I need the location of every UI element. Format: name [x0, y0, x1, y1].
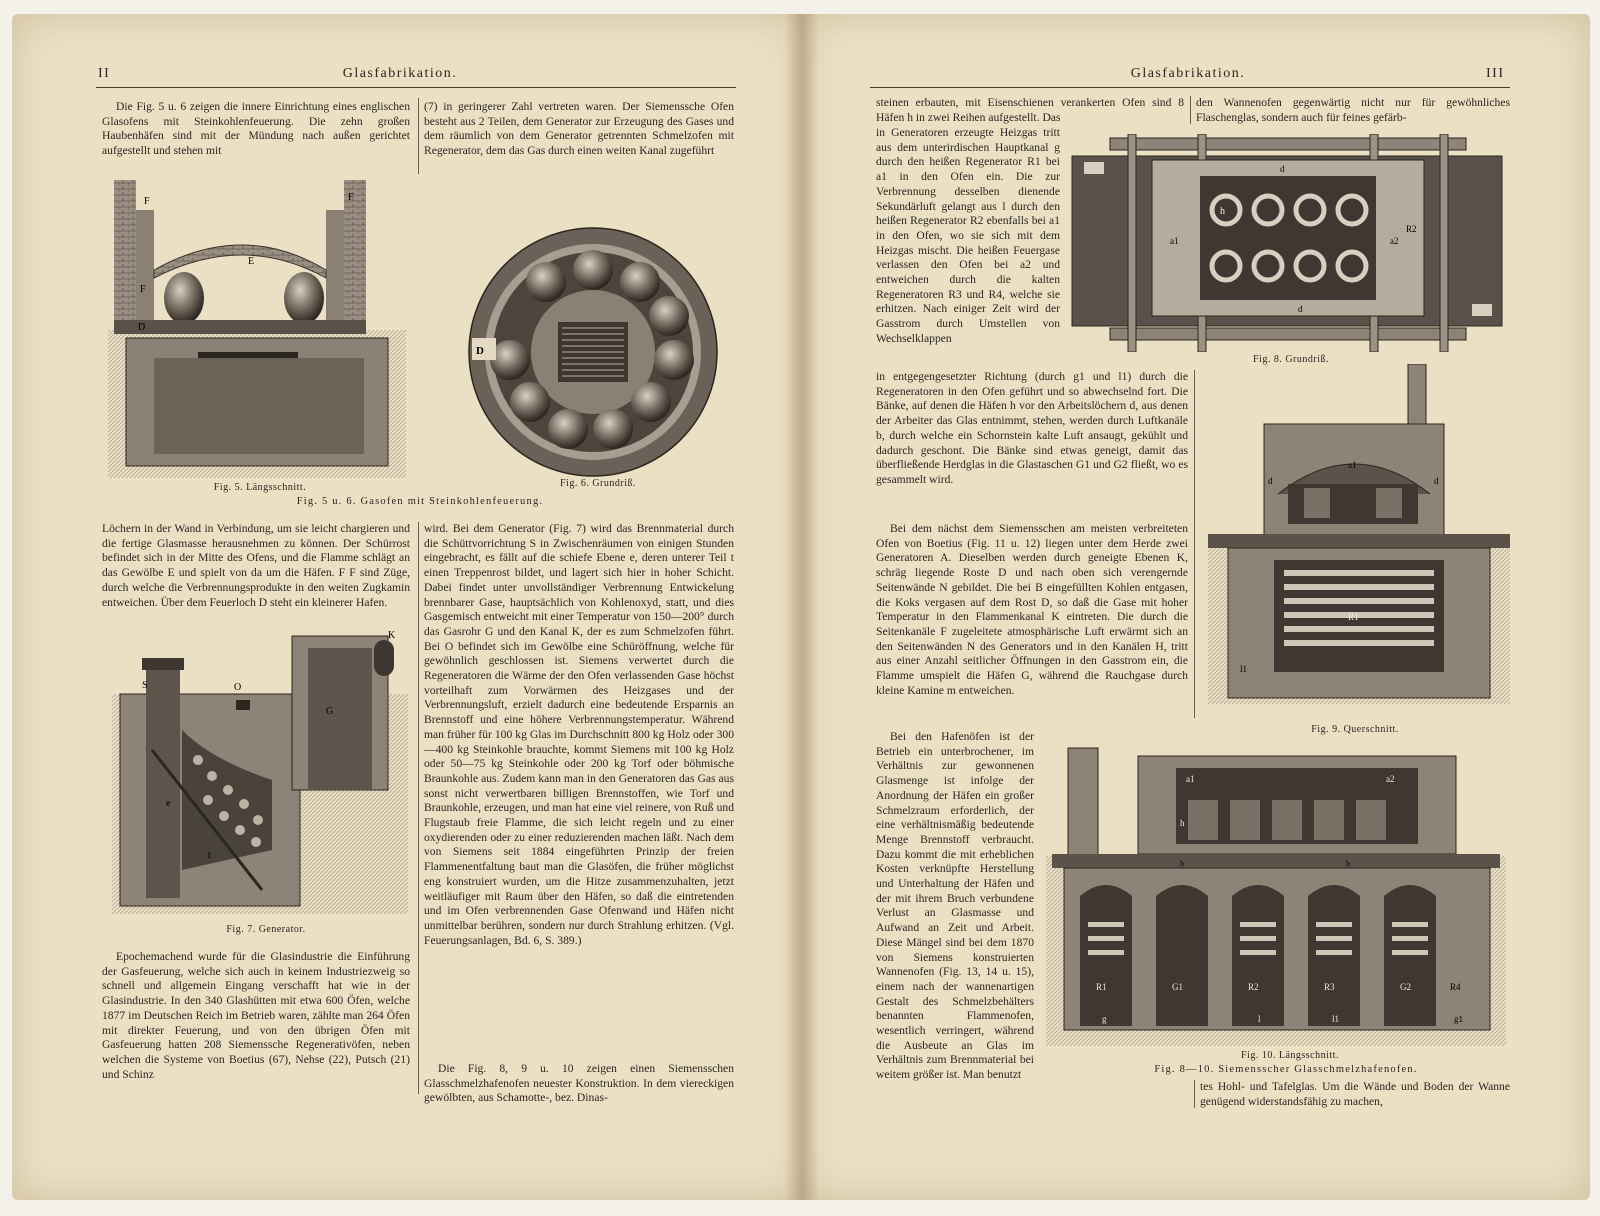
fig10-label-a1: a1	[1186, 774, 1195, 784]
fig8-label-h: h	[1220, 206, 1225, 217]
header-rule-right	[870, 87, 1510, 88]
left-col1-top: Die Fig. 5 u. 6 zeigen die innere Einrichtung eines englischen Glasofens mit Steinkohlenfeuerung. Die zehn großen Haubenhäfen sind mit der Mündung nach außen gerichtet aufgestellt und stehen mit	[102, 100, 410, 158]
column-separator	[418, 98, 419, 174]
fig9-label-a1: a1	[1348, 460, 1357, 470]
fig10-label-g1: g1	[1454, 1014, 1463, 1024]
right-bottom-right: tes Hohl- und Tafelglas. Um die Wände und Boden der Wanne genügend widerstandsfähig zu machen,	[1200, 1080, 1510, 1108]
fig9-cross-section	[1208, 364, 1510, 716]
column-separator	[1194, 370, 1195, 718]
fig10-label-R4: R4	[1450, 982, 1461, 992]
fig10-label-a2: a2	[1386, 774, 1395, 784]
right-boetius-text: Bei dem nächst dem Siemensschen am meisten verbreiteten Ofen von Boetius (Fig. 11 u. 12) liegen unter dem Herde zwei Generatoren A. Dieselben werden durch geneigte Ebenen K, schräg liegende Roste D und nach oben sich verengernde Seitenwände N gebildet. Die bei B eingefüllten Kohlen entgasen, die Koks vergasen auf dem Rost D, so daß die Gase mit hoher Temperatur in den Flammenkanal K eintreten. Die durch die Seitenkanäle F zugeleitete atmosphärische Luft erwärmt sich an den Seitenwänden N des Generators und in den Kanälen H, tritt aus einer Anzahl seitlicher Öffnungen in den Gasstrom ein, die Flamme umspielt die Häfen G, während die Rauchgase durch kleine Kamine m entweichen.	[876, 522, 1188, 697]
header-rule-left	[96, 87, 736, 88]
fig9-label-d: d	[1268, 476, 1273, 486]
fig10-label-h: h	[1180, 818, 1185, 828]
fig10-label-R1: R1	[1096, 982, 1107, 992]
fig8-label-d2: d	[1298, 304, 1303, 314]
fig10-label-g: g	[1102, 1014, 1107, 1024]
page-number-right: III	[1486, 66, 1505, 81]
fig8-label-R2: R2	[1406, 224, 1417, 234]
page-number-left: II	[98, 66, 111, 81]
fig7-label-e: e	[166, 798, 171, 809]
column-separator	[418, 522, 419, 1094]
left-col1-mid: Löchern in der Wand in Verbindung, um sie leicht chargieren und die fertige Glasmasse herausnehmen zu können. Der Schürrost befindet sich in der Mitte des Ofens, und die Flamme schlägt an das Gewölbe E und spielt von da um die Häfen. F F sind Züge, durch welche die Verbrennungsprodukte in den weiten Zugkamin entweichen. Über dem Feuerloch D steht ein kleinerer Hafen.	[102, 522, 410, 609]
fig8-10-caption: Fig. 8—10. Siemensscher Glasschmelzhafenofen.	[1154, 1064, 1418, 1075]
left-col2-bottom: Die Fig. 8, 9 u. 10 zeigen einen Siemensschen Glasschmelzhafenofen neuester Konstruktion. In dem viereckigen gewölbten, aus Schamotte-, bez. Dinas-	[424, 1062, 734, 1105]
fig6-ground-plan	[454, 226, 736, 478]
right-top-right: den Wannenofen gegenwärtig nicht nur für gewöhnliches Flaschenglas, sondern auch für feines gefärb-	[1196, 96, 1510, 124]
fig9-label-R1: R1	[1348, 612, 1359, 622]
fig5-label-F: F	[144, 196, 150, 207]
fig9-label-d2: d	[1434, 476, 1439, 486]
fig6-label-D: D	[476, 345, 484, 357]
fig7-label-G: G	[326, 706, 334, 717]
fig10-label-b2: b	[1346, 859, 1350, 868]
fig6-caption: Fig. 6. Grundriß.	[560, 478, 636, 489]
fig10-label-l1: l1	[1332, 1014, 1340, 1024]
running-head-right: Glasfabrikation.	[1130, 66, 1246, 81]
fig8-label-a2: a2	[1390, 236, 1399, 246]
fig7-label-O: O	[234, 682, 242, 693]
right-top-left: steinen erbauten, mit Eisenschienen verankerten Ofen sind 8 Häfen h in zwei Reihen aufgestellt. Das	[876, 96, 1184, 124]
fig5-label-F2: F	[348, 192, 354, 203]
fig7-label-K: K	[388, 630, 396, 641]
right-mid-text: in entgegengesetzter Richtung (durch g1 und l1) durch die Regeneratoren in den Ofen geführt und so abwechselnd fort. Die Bänke, auf denen die Häfen h vor den Arbeitslöchern d, aus denen der Arbeiter das Glas entnimmt, stehen, werden durch Luftkanäle b, durch welche ein Schornstein kalte Luft ansaugt, gekühlt und dadurch geschont. Die Bänke sind etwas geneigt, damit das überfließende Herdglas in die Glastaschen G1 und G2 fließt, wo es gesammelt wird.	[876, 370, 1188, 486]
fig9-caption: Fig. 9. Querschnitt.	[1311, 724, 1399, 735]
fig8-caption: Fig. 8. Grundriß.	[1253, 354, 1329, 365]
column-separator	[1190, 96, 1191, 124]
fig10-longitudinal-section	[1046, 746, 1506, 1046]
right-hafen-text: Bei den Hafenöfen ist der Betrieb ein unterbrochener, im Verhältnis zur gewonnenen Glasmenge ist infolge der Anordnung der Häfen ein großer Schmelzraum erforderlich, der eine verhältnismäßig bedeutende Menge Brennstoff verbraucht. Dazu kommt die mit erheblichen Kosten verknüpfte Herstellung und Unterhaltung der Häfen und der mit ihrem Bruch verbundene Verlust an Glasmasse und Aufwand an Zeit und Arbeit. Diese Mängel sind bei dem 1870 von Siemens konstruierten Wannenofen (Fig. 13, 14 u. 15), einem nach der wannenartigen Gestalt des Schmelzbehälters benannten Flammenofen, wesentlich verringert, während die Ausbeute an Glas im Verhältnis zum Brennmaterial bei weitem größer ist. Man benutzt	[876, 730, 1034, 1082]
fig10-label-G2: G2	[1400, 982, 1411, 992]
fig7-label-t: t	[208, 850, 211, 861]
fig10-label-R2: R2	[1248, 982, 1259, 992]
left-col2-mid: wird. Bei dem Generator (Fig. 7) wird das Brennmaterial durch die Schüttvorrichtung S in Zwischenräumen von einigen Stunden eingebracht, es fällt auf die schiefe Ebene e, deren unterer Teil t einen Treppenrost bildet, und lagert sich hier in hoher Schicht. Dabei findet unter unvollständiger Verbrennung Entwickelung brennbarer Gase, hauptsächlich von Kohlenoxyd, statt, und dies Gasgemisch entweicht mit einer Temperatur von 150—200° durch das Gasrohr G und den Kanal K, der es zum Schmelzofen führt. Bei O befindet sich im Gewölbe eine Schüröffnung, welche für gewöhnlich geschlossen ist. Siemens verwertet durch die Regeneratoren die Wärme der den Ofen verlassenden Gase höchst vorteilhaft zum Vorwärmen des Heizgases und der Verbrennungsluft, erzielt dadurch eine bedeutende Ersparnis an Brennstoff und eine höhere Verbrennungstemperatur. Während man früher für 100 kg Glas im Durchschnitt 800 kg Holz oder 300—400 kg Steinkohle brauchte, kommt Siemens mit 100 kg Holz oder 50—75 kg Steinkohle oder 200 kg Torf oder böhmische Braunkohle aus. Zudem kann man in den Generatoren das Gas aus sonst nicht verwertbaren billigen Brennstoffen, wie Torf und Braunkohle, erzeugen, und man hat eine viel reinere, von Ruß und Flugstaub freie Flamme, die sich leicht regeln und zu einer oxydierenden oder zu einer reduzierenden machen läßt. Nach dem von Siemens seit 1884 eingeführten Prinzip der freien Flammenentfaltung baut man die Glasöfen, die früher möglichst eng konstruiert wurden, um die Hitze zusammenzuhalten, jetzt weitläufiger mit Raum über den Häfen, so daß die eintretenden und im Ofen verbrennenden Gase Ofenwand und Häfen nicht unmittelbar berühren, sondern nur durch Strahlung erhitzen. (Vgl. Feuerungsanlagen, Bd. 6, S. 389.)	[424, 522, 734, 947]
fig10-label-b: b	[1180, 859, 1184, 868]
fig10-label-l: l	[1258, 1014, 1261, 1024]
fig9-label-l1: l1	[1240, 664, 1248, 674]
left-col1-bottom: Epochemachend wurde für die Glasindustrie die Einführung der Gasfeuerung, welche sich auch in keinem Industriezweig so schnell und allgemein Eingang verschafft hat wie in der Glasindustrie. In den 340 Glashütten mit etwa 600 Öfen, welche 1877 im Deutschen Reich im Betrieb waren, zählte man 264 Öfen mit direkter Feuerung, und von den übrigen Öfen mit Gasfeuerung hatten 208 Siemenssche Regenerativöfen, neben welchen die Systeme von Boetius (67), Nehse (22), Putsch (21) und Schinz	[102, 950, 410, 1081]
right-narrow-col: in Generatoren erzeugte Heizgas tritt aus dem unterirdischen Hauptkanal g durch den heißen Regenerator R1 bei a1 in den Ofen ein. Die zur Verbrennung desselben dienende Sekundärluft gelangt aus l durch den heißen Regenerator R2 ebenfalls bei a1 in den Ofen, wo sie sich mit dem Heizgas mischt. Die heißen Feuergase verlassen den Ofen bei a2 und entweichen durch die kalten Regeneratoren R3 und R4, welche sie erhitzen. Nach einiger Zeit wird der Gasstrom durch Umstellen von Wechselklappen	[876, 126, 1060, 345]
left-col2-top: (7) in geringerer Zahl vertreten waren. Der Siemenssche Ofen besteht aus 2 Teilen, dem Generator zur Erzeugung des Gases und dem räumlich von dem Generator getrennten Schmelzofen mit Regenerator, dem das Gas durch einen weiten Kanal zugeführt	[424, 100, 734, 158]
fig8-ground-plan	[1070, 134, 1506, 352]
fig5-label-D: D	[138, 322, 146, 333]
fig5-6-caption: Fig. 5 u. 6. Gasofen mit Steinkohlenfeuerung.	[296, 496, 544, 507]
book-gutter	[785, 14, 819, 1200]
fig5-label-E: E	[248, 256, 255, 267]
fig8-label-d: d	[1280, 164, 1285, 174]
column-separator	[1194, 1080, 1195, 1108]
fig7-label-S: S	[142, 680, 148, 691]
fig7-generator	[112, 630, 408, 920]
running-head-left: Glasfabrikation.	[342, 66, 458, 81]
fig10-caption: Fig. 10. Längsschnitt.	[1241, 1050, 1339, 1061]
fig7-caption: Fig. 7. Generator.	[226, 924, 306, 935]
fig5-longitudinal-section	[108, 180, 406, 478]
fig10-label-R3: R3	[1324, 982, 1335, 992]
fig8-label-a1: a1	[1170, 236, 1179, 246]
fig5-label-F3: F	[140, 284, 146, 295]
fig5-caption: Fig. 5. Längsschnitt.	[213, 482, 307, 493]
fig10-label-G1: G1	[1172, 982, 1183, 992]
